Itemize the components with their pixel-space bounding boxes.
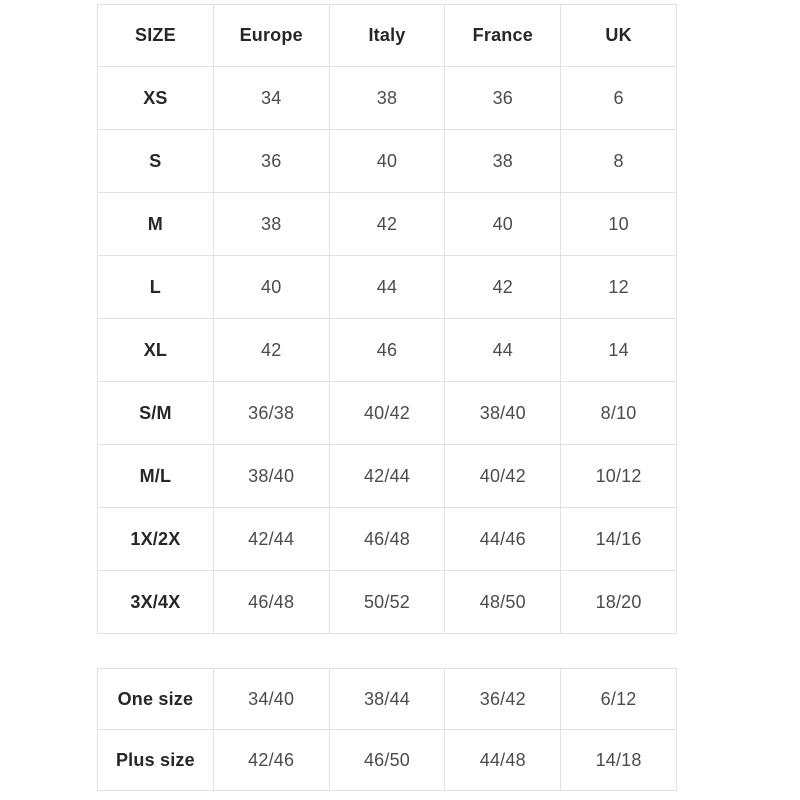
row-label-l: L [98,256,214,319]
table-cell: 8 [561,130,677,193]
table-cell: 44/48 [445,730,561,791]
table-cell: 38 [329,67,445,130]
table-row-s-m [98,382,677,445]
table-row-s [98,130,677,193]
table-cell: 34 [213,67,329,130]
table-row-plus-size [98,730,677,791]
table-cell: 40 [329,130,445,193]
table-cell: 40 [445,193,561,256]
table-cell: 46/48 [213,571,329,634]
table-cell: 38/44 [329,669,445,730]
table-cell: 36 [445,67,561,130]
table-cell: 46/48 [329,508,445,571]
table-cell: 14/16 [561,508,677,571]
table-cell: 42/44 [213,508,329,571]
table-row-m [98,193,677,256]
special-sizes-table [97,668,677,791]
table-row-xs [98,67,677,130]
table-cell: 46/50 [329,730,445,791]
table-cell: 38 [213,193,329,256]
table-row-l [98,256,677,319]
table-cell: 40/42 [445,445,561,508]
table-row-m-l [98,445,677,508]
row-label-plus-size: Plus size [98,730,214,791]
table-cell: 10/12 [561,445,677,508]
row-label-s: S [98,130,214,193]
table-cell: 44 [329,256,445,319]
table-cell: 38/40 [213,445,329,508]
table-cell: 8/10 [561,382,677,445]
table-cell: 42 [329,193,445,256]
table-cell: 18/20 [561,571,677,634]
table-cell: 44 [445,319,561,382]
row-label-xl: XL [98,319,214,382]
table-cell: 36/38 [213,382,329,445]
table-cell: 50/52 [329,571,445,634]
row-label-xs: XS [98,67,214,130]
table-cell: 40/42 [329,382,445,445]
table-cell: 40 [213,256,329,319]
size-conversion-table [97,4,677,634]
table-row-3x-4x [98,571,677,634]
row-label-m: M [98,193,214,256]
header-row [98,5,677,67]
table-cell: 44/46 [445,508,561,571]
table-row-1x-2x [98,508,677,571]
table-cell: 48/50 [445,571,561,634]
table-cell: 36 [213,130,329,193]
row-label-1x-2x: 1X/2X [98,508,214,571]
column-header-europe: Europe [213,5,329,67]
column-header-uk: UK [561,5,677,67]
row-label-s-m: S/M [98,382,214,445]
table-cell: 38 [445,130,561,193]
table-cell: 10 [561,193,677,256]
column-header-size: SIZE [98,5,214,67]
special-sizes-body [98,669,677,791]
table-cell: 6 [561,67,677,130]
table-cell: 42 [445,256,561,319]
table-cell: 6/12 [561,669,677,730]
size-table-header [98,5,677,67]
table-cell: 38/40 [445,382,561,445]
table-row-xl [98,319,677,382]
table-cell: 34/40 [213,669,329,730]
table-cell: 42 [213,319,329,382]
column-header-france: France [445,5,561,67]
size-table-body [98,67,677,634]
table-cell: 42/44 [329,445,445,508]
row-label-m-l: M/L [98,445,214,508]
table-cell: 42/46 [213,730,329,791]
table-cell: 14 [561,319,677,382]
table-cell: 14/18 [561,730,677,791]
row-label-one-size: One size [98,669,214,730]
table-cell: 12 [561,256,677,319]
table-cell: 46 [329,319,445,382]
table-row-one-size [98,669,677,730]
table-cell: 36/42 [445,669,561,730]
row-label-3x-4x: 3X/4X [98,571,214,634]
column-header-italy: Italy [329,5,445,67]
